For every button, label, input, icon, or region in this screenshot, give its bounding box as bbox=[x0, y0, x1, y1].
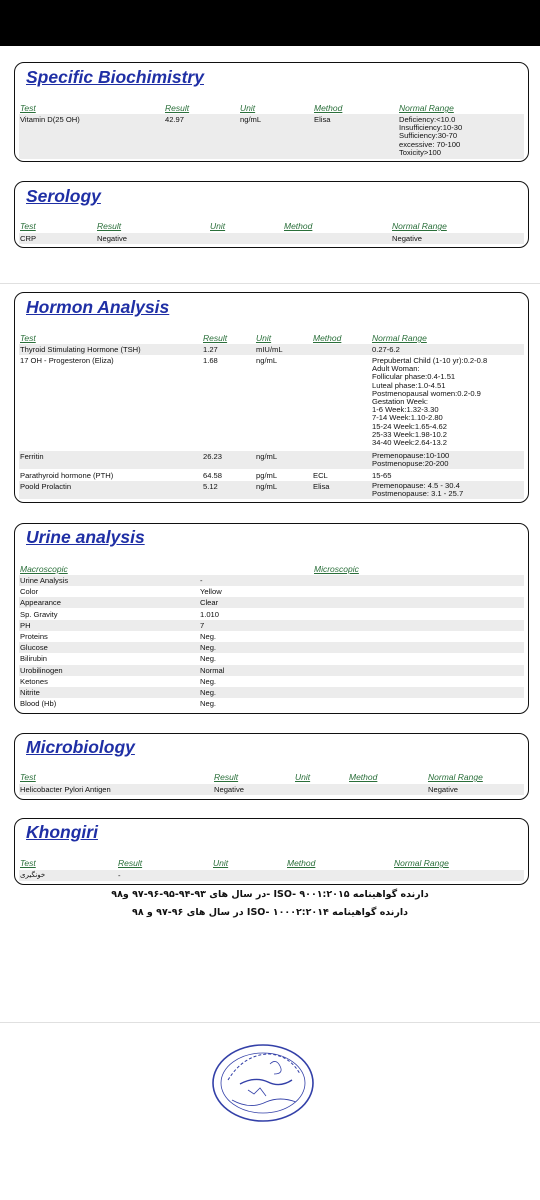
test-name: Vitamin D(25 OH) bbox=[20, 115, 80, 124]
col-microscopic: Microscopic bbox=[314, 564, 359, 574]
section-title: Specific Biochimistry bbox=[26, 67, 204, 87]
section-title: Microbiology bbox=[26, 737, 135, 757]
parameter-name: Bilirubin bbox=[20, 654, 48, 664]
table-row bbox=[19, 470, 524, 481]
col-range: Normal Range bbox=[372, 333, 427, 343]
parameter-value: Neg. bbox=[200, 643, 217, 653]
section-title: Serology bbox=[26, 186, 101, 206]
col-method: Method bbox=[284, 221, 313, 231]
unit-value: ng/mL bbox=[256, 356, 278, 365]
status-bar bbox=[0, 0, 540, 46]
result-value: 1.27 bbox=[203, 345, 218, 354]
parameter-value: Neg. bbox=[200, 699, 217, 709]
result-value: 1.68 bbox=[203, 356, 218, 365]
parameter-value: Neg. bbox=[200, 676, 217, 686]
test-name: Helicobacter Pylori Antigen bbox=[20, 785, 111, 794]
parameter-name: Urobilinogen bbox=[20, 665, 63, 675]
col-macroscopic: Macroscopic bbox=[20, 564, 68, 574]
parameter-name: Nitrite bbox=[20, 688, 40, 697]
section-title: Khongiri bbox=[26, 822, 98, 842]
page-divider bbox=[0, 283, 540, 284]
parameter-name: Glucose bbox=[20, 643, 48, 653]
test-name: Parathyroid hormone (PTH) bbox=[20, 471, 114, 480]
col-range: Normal Range bbox=[392, 221, 447, 231]
unit-value: ng/mL bbox=[240, 115, 262, 124]
unit-value: mIU/mL bbox=[256, 345, 283, 354]
table-row bbox=[19, 609, 524, 620]
parameter-name: Appearance bbox=[20, 598, 61, 608]
parameter-name: Sp. Gravity bbox=[20, 609, 58, 619]
col-result: Result bbox=[97, 221, 122, 231]
unit-value: pg/mL bbox=[256, 471, 278, 480]
col-test: Test bbox=[20, 333, 36, 343]
result-value: - bbox=[118, 871, 121, 880]
result-value: 64.58 bbox=[203, 471, 223, 480]
table-row bbox=[19, 870, 524, 881]
result-value: 42.97 bbox=[165, 115, 185, 124]
table-row bbox=[19, 665, 524, 676]
table-row bbox=[19, 653, 524, 664]
result-value: Negative bbox=[214, 785, 244, 794]
table-row bbox=[19, 597, 524, 608]
method-value: Elisa bbox=[313, 482, 330, 491]
normal-range: 0.27-6.2 bbox=[372, 345, 400, 354]
parameter-name: PH bbox=[20, 620, 31, 630]
col-range: Normal Range bbox=[394, 858, 449, 868]
col-unit: Unit bbox=[213, 858, 229, 868]
unit-value: ng/mL bbox=[256, 452, 278, 461]
table-row bbox=[19, 687, 524, 698]
khongiri-panel bbox=[14, 818, 529, 885]
table-row bbox=[19, 642, 524, 653]
col-result: Result bbox=[214, 772, 239, 782]
table-row bbox=[19, 586, 524, 597]
test-name: Thyroid Stimulating Hormone (TSH) bbox=[20, 345, 141, 354]
test-name: Ferritin bbox=[20, 452, 44, 461]
col-result: Result bbox=[118, 858, 143, 868]
section-title: Urine analysis bbox=[26, 527, 145, 547]
normal-range: Deficiency:<10.0 Insufficiency:10-30 Sufficiency:30-70 excessive: 70-100 Toxicity>100 bbox=[399, 115, 463, 157]
table-row bbox=[19, 233, 524, 244]
parameter-name: Proteins bbox=[20, 632, 48, 641]
col-unit: Unit bbox=[295, 772, 311, 782]
normal-range: Prepubertal Child (1-10 yr):0.2-0.8 Adult Woman: Follicular phase:0.4-1.51 Luteal phase:1.0-4.51 Postmenopausal women:0.2-0.9 Gestation Week: 1-6 Week:1.32-3.30 7-14 Week:1.10-2.80 15-24 Week:1.65-4.62 25-33 Week:1.98-10.2 34-40 Week:2.64-13.2 bbox=[372, 356, 488, 447]
table-row bbox=[19, 355, 524, 451]
col-result: Result bbox=[165, 103, 190, 113]
col-unit: Unit bbox=[256, 333, 272, 343]
col-test: Test bbox=[20, 221, 36, 231]
normal-range: 15-65 bbox=[372, 471, 392, 480]
urine-analysis-panel bbox=[14, 523, 529, 714]
parameter-value: 7 bbox=[200, 620, 205, 630]
method-value: Elisa bbox=[314, 115, 331, 124]
col-test: Test bbox=[20, 772, 36, 782]
col-method: Method bbox=[313, 333, 342, 343]
parameter-value: Normal bbox=[200, 665, 225, 675]
laboratory-stamp bbox=[210, 1040, 316, 1126]
parameter-value: Neg. bbox=[200, 654, 217, 664]
normal-range: Premenopause:10-100 Postmenopuse:20-200 bbox=[372, 451, 450, 469]
col-range: Normal Range bbox=[428, 772, 483, 782]
col-test: Test bbox=[20, 103, 36, 113]
test-name: CRP bbox=[20, 234, 37, 243]
test-name: 17 OH - Progesteron (Eliza) bbox=[20, 356, 114, 365]
normal-range: Negative bbox=[392, 234, 422, 243]
parameter-name: Blood (Hb) bbox=[20, 699, 57, 709]
specific-biochemistry-panel bbox=[14, 62, 529, 162]
parameter-value: Yellow bbox=[200, 587, 222, 597]
hormone-analysis-panel bbox=[14, 292, 529, 503]
col-test: Test bbox=[20, 858, 36, 868]
table-row bbox=[19, 344, 524, 355]
parameter-value: Neg. bbox=[200, 632, 217, 641]
col-method: Method bbox=[314, 103, 343, 113]
parameter-value: Neg. bbox=[200, 688, 217, 697]
table-row bbox=[19, 784, 524, 795]
result-value: Negative bbox=[97, 234, 127, 243]
test-name: خونگیری bbox=[20, 871, 46, 879]
table-row bbox=[19, 481, 524, 499]
table-row bbox=[19, 575, 524, 586]
page-divider bbox=[0, 1022, 540, 1023]
test-name: Poold Prolactin bbox=[20, 482, 72, 491]
col-unit: Unit bbox=[210, 221, 226, 231]
parameter-value: 1.010 bbox=[200, 609, 220, 619]
parameter-name: Ketones bbox=[20, 676, 48, 686]
table-row bbox=[19, 631, 524, 642]
table-row bbox=[19, 114, 524, 159]
table-row bbox=[19, 620, 524, 631]
section-title: Hormon Analysis bbox=[26, 297, 170, 317]
normal-range: Negative bbox=[428, 785, 458, 794]
table-row bbox=[19, 676, 524, 687]
normal-range: Premenopause: 4.5 - 30.4 Postmenopause: 3.1 - 25.7 bbox=[372, 481, 464, 499]
iso-10002-certificate: دارنده گواهینامه ISO- ۱۰۰۰۲:۲۰۱۴ در سال های ۹۶-۹۷ و ۹۸ bbox=[132, 907, 408, 918]
parameter-name: Color bbox=[20, 587, 39, 597]
table-row bbox=[19, 451, 524, 469]
col-method: Method bbox=[287, 858, 316, 868]
method-value: ECL bbox=[313, 471, 328, 480]
col-result: Result bbox=[203, 333, 228, 343]
microbiology-panel bbox=[14, 733, 529, 800]
parameter-value: Clear bbox=[200, 598, 219, 608]
result-value: 5.12 bbox=[203, 482, 218, 491]
iso-9001-certificate: دارنده گواهینامه ISO- ۹۰۰۱:۲۰۱۵ -در سال های ۹۳-۹۴-۹۵-۹۶-۹۷ و۹۸ bbox=[111, 889, 429, 900]
col-method: Method bbox=[349, 772, 378, 782]
table-row bbox=[19, 698, 524, 709]
col-range: Normal Range bbox=[399, 103, 454, 113]
parameter-value: - bbox=[200, 576, 203, 585]
unit-value: ng/mL bbox=[256, 482, 278, 491]
stamp-seal-icon bbox=[210, 1040, 316, 1126]
result-value: 26.23 bbox=[203, 452, 223, 461]
serology-panel bbox=[14, 181, 529, 248]
col-unit: Unit bbox=[240, 103, 256, 113]
parameter-name: Urine Analysis bbox=[20, 576, 69, 585]
